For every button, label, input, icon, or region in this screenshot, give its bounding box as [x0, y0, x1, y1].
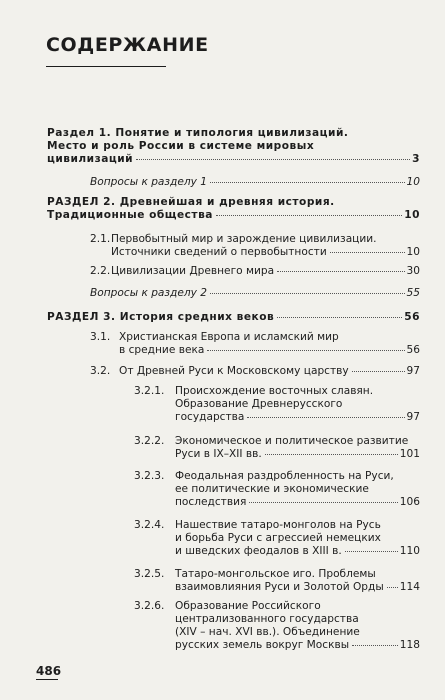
toc-entry-page: 56: [404, 311, 420, 323]
toc-entry-title-line: РАЗДЕЛ 2. Древнейшая и древняя история.: [47, 196, 335, 208]
toc-entry-title: [111, 265, 420, 278]
toc-entry-page: 118: [399, 639, 420, 651]
toc-entry-title-line: Феодальная раздробленность на Руси,: [175, 470, 394, 482]
toc-entry-page: 114: [399, 581, 420, 593]
page-number-underline: [36, 679, 58, 680]
toc-entry-title-line: государства: [175, 411, 245, 423]
toc-entry-title-line: Традиционные общества: [47, 209, 213, 221]
toc-entry-title-line: последствия: [175, 496, 247, 508]
toc-entry-page: 3: [412, 153, 420, 165]
toc-entry-title-line: РАЗДЕЛ 3. История средних веков: [47, 311, 275, 323]
dot-leader: [207, 350, 404, 351]
toc-entry-title-line: Татаро-монгольское иго. Проблемы: [175, 568, 376, 580]
toc-entry-title-line: Руси в IX–XII вв.: [175, 448, 262, 460]
toc-entry-title: [90, 287, 420, 300]
toc-entry-title-line: (XIV – нач. XVI вв.). Объединение: [175, 626, 360, 638]
toc-entry-title: [90, 176, 420, 189]
dot-leader: [210, 182, 404, 183]
dot-leader: [136, 159, 410, 160]
page-heading: СОДЕРЖАНИЕ: [46, 34, 209, 56]
toc-entry-title: [119, 331, 420, 357]
toc-entry-title: [47, 127, 420, 166]
toc-entry-title-line: цивилизаций: [47, 153, 134, 165]
toc-entry-number: 2.1.: [90, 233, 111, 245]
dot-leader: [387, 587, 398, 588]
toc-entry-title-line: и шведских феодалов в XIII в.: [175, 545, 342, 557]
toc-entry-title: [111, 233, 420, 259]
dot-leader: [277, 271, 404, 272]
toc-entry-number: 3.1.: [90, 331, 111, 343]
toc-entry-title-line: ее политические и экономические: [175, 483, 369, 495]
toc-entry-title-line: Происхождение восточных славян.: [175, 385, 374, 397]
toc-entry-number: 3.2.6.: [134, 600, 165, 612]
toc-entry-page: 106: [399, 496, 420, 508]
dot-leader: [216, 215, 402, 216]
toc-entry-title-line: в средние века: [119, 344, 205, 356]
toc-entry-title: [175, 568, 420, 594]
dot-leader: [277, 317, 402, 318]
toc-entry-title: [175, 600, 420, 652]
toc-entry-title: [175, 519, 420, 558]
toc-entry-page: 97: [406, 365, 420, 377]
toc-entry-title-line: От Древней Руси к Московскому царству: [119, 365, 349, 377]
toc-entry-title-line: и борьба Руси с агрессией немецких: [175, 532, 381, 544]
dot-leader: [345, 551, 398, 552]
toc-entry-title-line: Христианская Европа и исламский мир: [119, 331, 339, 343]
toc-entry-title: [175, 435, 420, 461]
toc-entry-title: [175, 385, 420, 424]
toc-entry-title-line: Первобытный мир и зарождение цивилизации.: [111, 233, 377, 245]
toc-entry-title: [47, 196, 420, 222]
toc-entry-title-line: централизованного государства: [175, 613, 359, 625]
toc-entry-title-line: Вопросы к разделу 2: [90, 287, 208, 299]
dot-leader: [210, 293, 404, 294]
dot-leader: [247, 417, 404, 418]
dot-leader: [249, 502, 397, 503]
dot-leader: [352, 645, 398, 646]
dot-leader: [352, 371, 405, 372]
toc-entry-title-line: Экономическое и политическое развитие: [175, 435, 409, 447]
dot-leader: [330, 252, 405, 253]
toc-entry-page: 101: [399, 448, 420, 460]
toc-entry-page: 10: [406, 246, 420, 258]
toc-entry-number: 3.2.1.: [134, 385, 165, 397]
toc-entry-title: [119, 365, 420, 378]
toc-entry-title-line: Место и роль России в системе мировых: [47, 140, 315, 152]
toc-entry-title-line: Образование Древнерусского: [175, 398, 343, 410]
toc-entry-title-line: Раздел 1. Понятие и типология цивилизаций.: [47, 127, 349, 139]
toc-entry-page: 10: [404, 209, 420, 221]
toc-entry-title: [47, 311, 420, 324]
toc-entry-number: 2.2.: [90, 265, 111, 277]
toc-entry-title-line: Источники сведений о первобытности: [111, 246, 327, 258]
toc-entry-title-line: Образование Российского: [175, 600, 321, 612]
toc-entry-page: 56: [406, 344, 420, 356]
toc-entry-number: 3.2.4.: [134, 519, 165, 531]
toc-entry-title-line: Нашествие татаро-монголов на Русь: [175, 519, 381, 531]
toc-entry-number: 3.2.2.: [134, 435, 165, 447]
toc-entry-page: 110: [399, 545, 420, 557]
toc-entry-page: 97: [406, 411, 420, 423]
toc-entry-title-line: Цивилизации Древнего мира: [111, 265, 275, 277]
toc-entry-page: 55: [406, 287, 420, 299]
dot-leader: [265, 454, 398, 455]
toc-entry-title-line: взаимовлияния Руси и Золотой Орды: [175, 581, 384, 593]
toc-entry-title-line: русских земель вокруг Москвы: [175, 639, 350, 651]
toc-entry-number: 3.2.3.: [134, 470, 165, 482]
toc-entry-page: 10: [406, 176, 420, 188]
toc-entry-title-line: Вопросы к разделу 1: [90, 176, 208, 188]
toc-entry-number: 3.2.: [90, 365, 111, 377]
page-number: 486: [36, 664, 62, 678]
toc-entry-number: 3.2.5.: [134, 568, 165, 580]
toc-entry-title: [175, 470, 420, 509]
toc-entry-page: 30: [406, 265, 420, 277]
